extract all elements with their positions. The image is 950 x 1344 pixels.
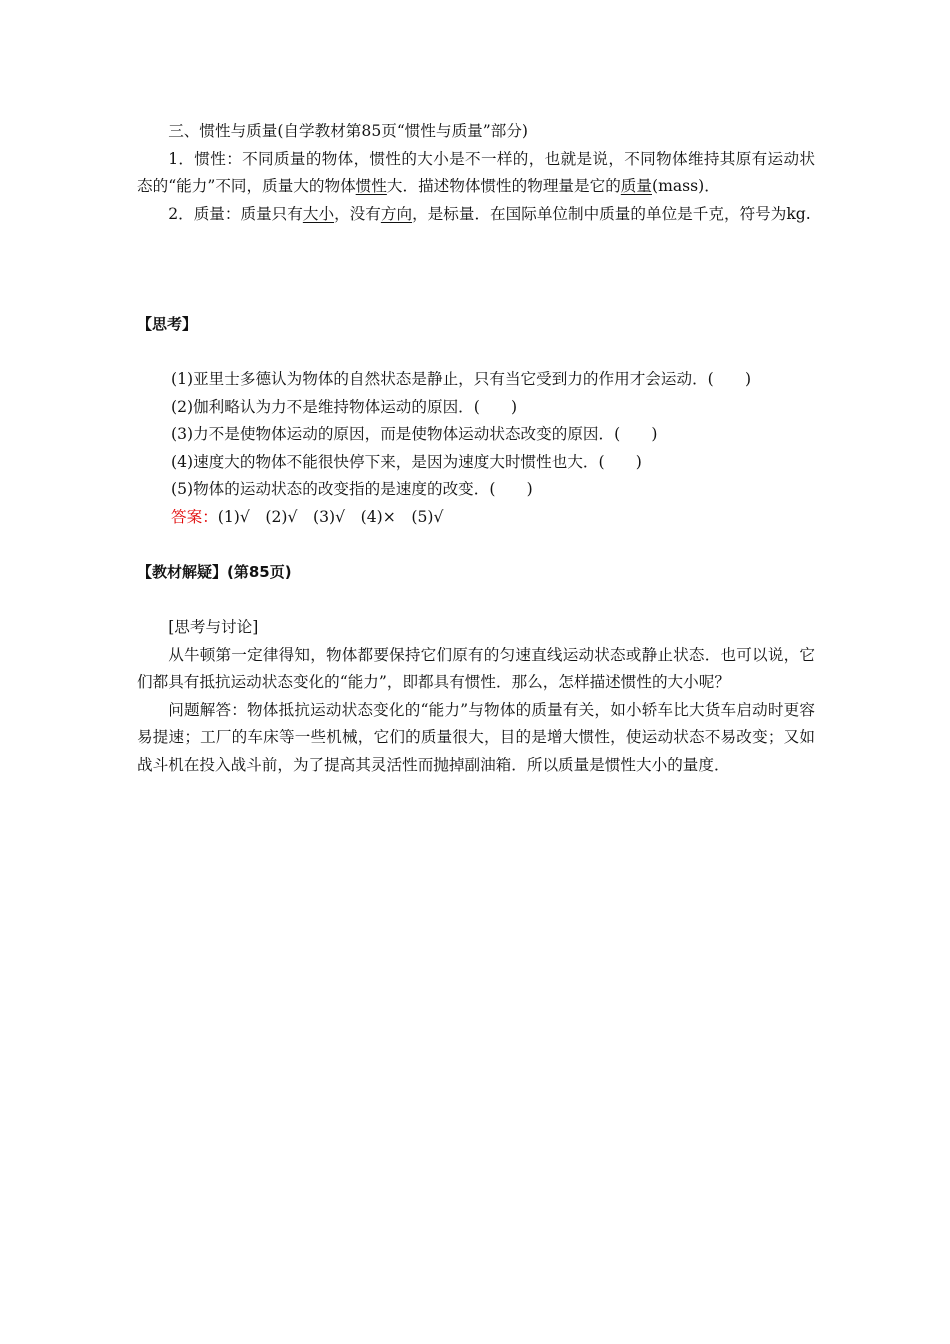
question-item: (1)亚里士多德认为物体的自然状态是静止，只有当它受到力的作用才会运动．( ) xyxy=(171,370,752,388)
section-inertia-mass xyxy=(137,118,815,228)
text: (mass)． xyxy=(652,177,720,196)
text: 2．质量：质量只有 xyxy=(168,204,303,223)
question-item: (3)力不是使物体运动的原因，而是使物体运动状态改变的原因．( ) xyxy=(171,425,658,444)
think-questions xyxy=(137,366,815,532)
blank-answer: 方向 xyxy=(380,204,413,223)
blank-answer: 大小 xyxy=(302,204,335,223)
question-item: (2)伽利略认为力不是维持物体运动的原因．( ) xyxy=(171,397,518,416)
text: ，是标量．在国际单位制中质量的单位是千克，符号为kg. xyxy=(412,204,811,223)
paragraph-inertia xyxy=(137,146,815,201)
answer-label: 答案： xyxy=(171,507,218,526)
think-heading: 【思考】 xyxy=(137,315,198,333)
text: ，没有 xyxy=(334,204,381,223)
textbook-heading: 【教材解疑】(第85页) xyxy=(137,563,292,581)
discussion-subheading: [思考与讨论] xyxy=(168,618,259,636)
paragraph-mass xyxy=(137,201,815,229)
discussion xyxy=(137,614,815,780)
text: 大．描述物体惯性的物理量是它的 xyxy=(386,177,621,196)
blank-answer: 质量 xyxy=(620,177,652,196)
answer-text: (1)√ (2)√ (3)√ (4)× (5)√ xyxy=(217,507,444,526)
blank-answer: 惯性 xyxy=(355,177,387,196)
text: 1．惯性：不同质量的物体，惯性的大小是不一样的，也就是说，不同物体维持其原有运动状态的“能力”不同，质量大的物体 xyxy=(137,149,815,196)
think-section xyxy=(137,311,815,339)
answer-line xyxy=(137,504,815,532)
discussion-solution: 问题解答：物体抵抗运动状态变化的“能力”与物体的质量有关，如小轿车比大货车启动时更容易提速；工厂的车床等一些机械，它们的质量很大，目的是增大惯性，使运动状态不易改变；又如战斗机在投入战斗前，为了提高其灵活性而抛掉副油箱．所以质量是惯性大小的量度． xyxy=(137,700,815,774)
discussion-question: 从牛顿第一定律得知，物体都要保持它们原有的匀速直线运动状态或静止状态．也可以说，它们都具有抵抗运动状态变化的“能力”，即都具有惯性．那么，怎样描述惯性的大小呢？ xyxy=(137,645,815,692)
question-item: (5)物体的运动状态的改变指的是速度的改变．( ) xyxy=(171,480,533,499)
section-title: 三、惯性与质量(自学教材第85页“惯性与质量”部分) xyxy=(168,122,529,140)
textbook-section xyxy=(137,559,815,587)
question-item: (4)速度大的物体不能很快停下来，是因为速度大时惯性也大．( ) xyxy=(171,452,642,471)
